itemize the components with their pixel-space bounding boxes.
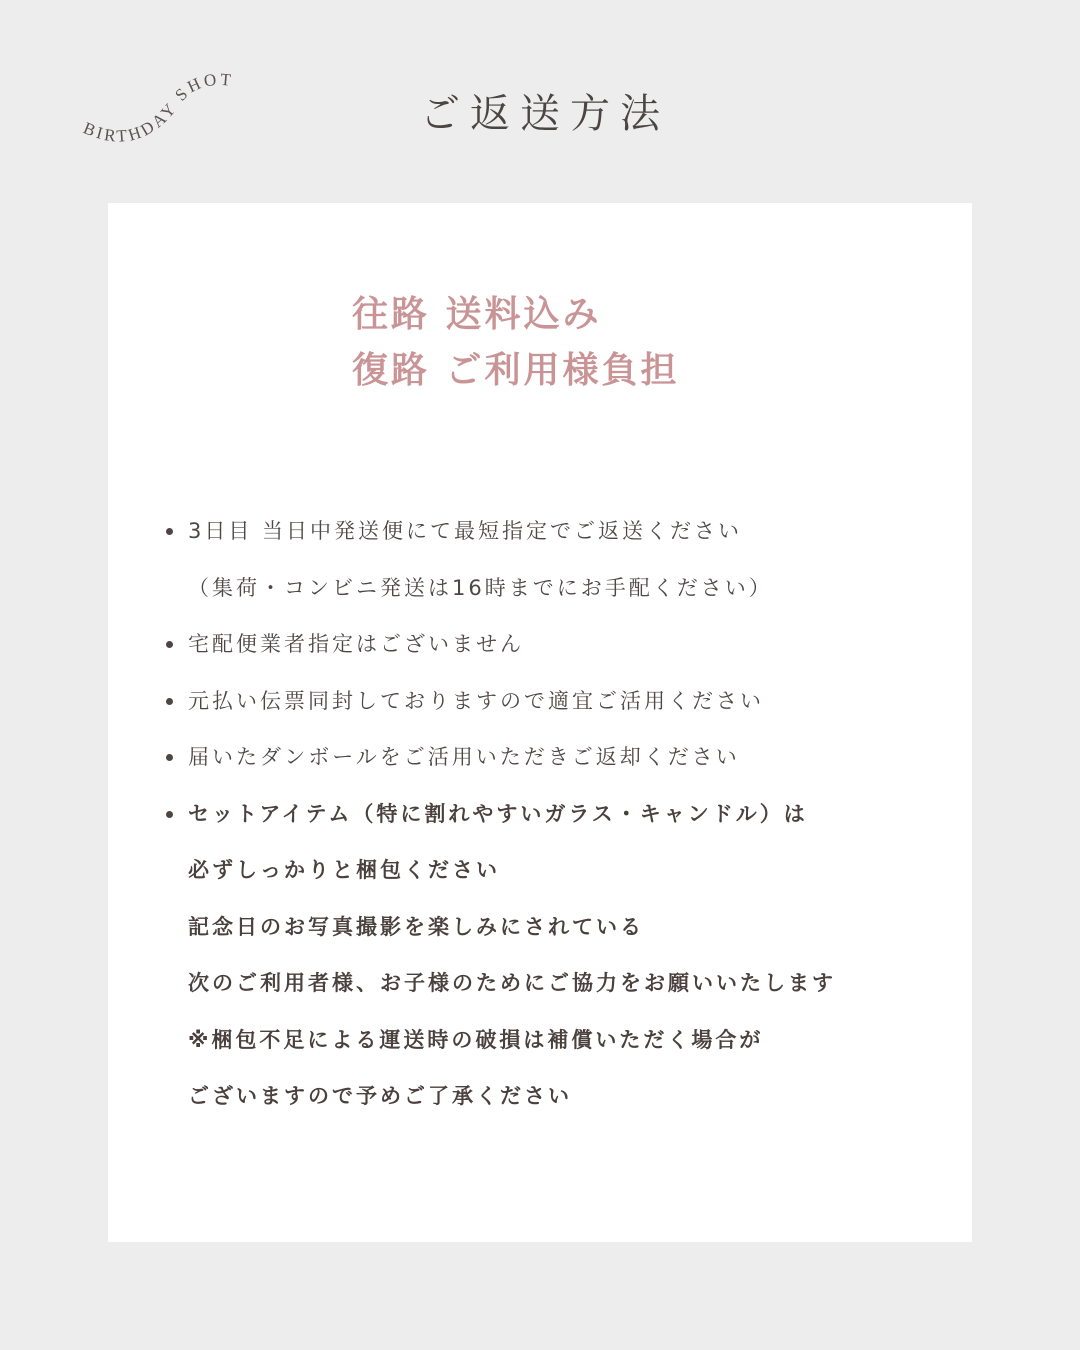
note-line: セットアイテム（特に割れやすいガラス・キャンドル）は bbox=[188, 801, 808, 826]
list-item bbox=[160, 503, 960, 616]
note-line: 3日目 当日中発送便にて最短指定でご返送ください bbox=[188, 519, 743, 543]
bullet-icon bbox=[166, 698, 173, 705]
list-item bbox=[160, 729, 960, 786]
list-item-packing-notice bbox=[160, 786, 960, 1125]
list-item bbox=[160, 673, 960, 730]
note-line: （集荷・コンビニ発送は16時までにお手配ください） bbox=[188, 575, 773, 600]
note-line: ※梱包不足による運送時の破損は補償いただく場合が bbox=[188, 1027, 764, 1052]
bullet-icon bbox=[166, 754, 173, 761]
content-card bbox=[108, 203, 972, 1242]
note-line: 届いたダンボールをご活用いただきご返却ください bbox=[188, 745, 740, 769]
note-line: 必ずしっかりと梱包ください bbox=[188, 858, 500, 882]
note-line: 記念日のお写真撮影を楽しみにされている bbox=[188, 914, 644, 939]
return-cost-line: 復路 ご利用様負担 bbox=[352, 350, 680, 391]
note-line: 宅配便業者指定はございません bbox=[188, 632, 524, 656]
shipping-cost-summary bbox=[352, 287, 680, 399]
note-line: 元払い伝票同封しておりますので適宜ご活用ください bbox=[188, 688, 764, 713]
bullet-icon bbox=[166, 811, 173, 818]
bullet-icon bbox=[166, 641, 173, 648]
outbound-cost-line: 往路 送料込み bbox=[352, 294, 602, 335]
page-title: ご返送方法 bbox=[420, 91, 670, 137]
bullet-icon bbox=[166, 528, 173, 535]
list-item bbox=[160, 616, 960, 673]
note-line: 次のご利用者様、お子様のためにご協力をお願いいたします bbox=[188, 971, 836, 995]
return-instructions-list bbox=[160, 503, 960, 1125]
note-line: ございますので予めご了承ください bbox=[188, 1084, 572, 1108]
brand-logo-text: BIRTHDAY SHOT bbox=[80, 69, 235, 146]
